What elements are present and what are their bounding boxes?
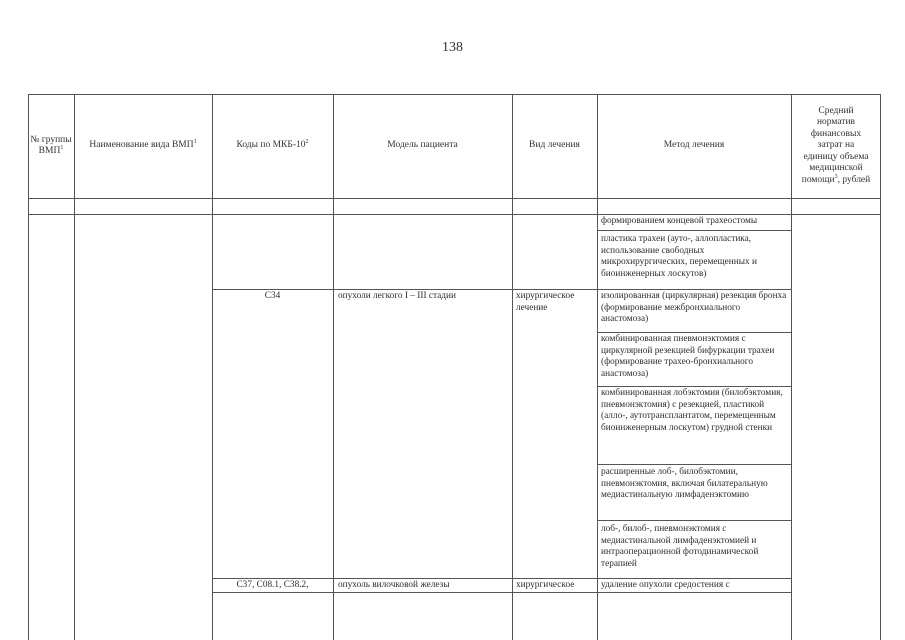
header-patient-model: Модель пациента (387, 140, 458, 151)
method-cell: пластика трахеи (ауто-, аллопластика, использование свободных микрохирургических, перемещенных и биоинженерных лоскутов) (601, 234, 757, 279)
table-border (597, 386, 791, 387)
header-icd-codes: Коды по МКБ-$10^2$ (236, 139, 309, 151)
method-cell: комбинированная лобэктомия (билобэктомия, пневмонэктомия) с резекцией, пластикой (алло-, аутотрансплантатом, перемещенным биоинженерным лоскутом) грудной стенки (601, 388, 783, 433)
method-cell: лоб-, билоб-, пневмонэктомия с медиастинальной лимфаденэктомией и интраоперационной фотодинамической терапией (601, 524, 759, 569)
patient-model-cell: опухоли легкого I – III стадии (338, 291, 456, 301)
table-border (597, 230, 791, 231)
treatment-type-cell: хирургическое (516, 580, 575, 590)
method-cell: изолированная (циркулярная) резекция бронха (формирование межбронхиального анастомоза) (601, 291, 787, 324)
header-cost-norm: Средний норматив финансовых затрат на единицу объема медицинской помощи$^3$, рублей (801, 105, 871, 185)
table-border (333, 94, 334, 640)
table-border (791, 94, 792, 640)
header-treatment-type: Вид лечения (529, 140, 580, 151)
page-number: 138 (442, 40, 463, 55)
header-group-no: № группы ВМП$^1$ (30, 134, 72, 156)
header-treatment-method: Метод лечения (663, 140, 725, 151)
table-border (28, 214, 880, 215)
table-border (597, 520, 791, 521)
treatment-type-cell: хирургическое лечение (516, 291, 575, 313)
icd-code-cell: C34 (264, 291, 281, 301)
table-border (880, 94, 881, 640)
table-border (597, 464, 791, 465)
table-border (597, 94, 598, 640)
table-border (28, 198, 880, 199)
table-border (74, 94, 75, 640)
header-vmp-name: Наименование вида ВМП$^1$ (89, 139, 197, 151)
method-cell: расширенные лоб-, билобэктомии, пневмонэктомия, включая билатеральную медиастинальную лимфаденэктомию (601, 467, 768, 500)
table-border (212, 289, 791, 290)
table-border (28, 94, 880, 95)
table-border (512, 94, 513, 640)
icd-code-cell: C37, C08.1, C38.2, (236, 580, 309, 590)
method-cell: комбинированная пневмонэктомия с циркулярной резекцией бифуркации трахеи (формирование трахео-бронхиального анастомоза) (601, 334, 775, 379)
method-cell: удаление опухоли средостения с (601, 580, 730, 590)
table-border (28, 94, 29, 640)
table-border (212, 592, 791, 593)
table-border (212, 94, 213, 640)
table-border (597, 332, 791, 333)
table (28, 94, 881, 640)
patient-model-cell: опухоль вилочковой железы (338, 580, 450, 590)
method-cell: формированием концевой трахеостомы (601, 216, 758, 226)
table-border (212, 578, 791, 579)
